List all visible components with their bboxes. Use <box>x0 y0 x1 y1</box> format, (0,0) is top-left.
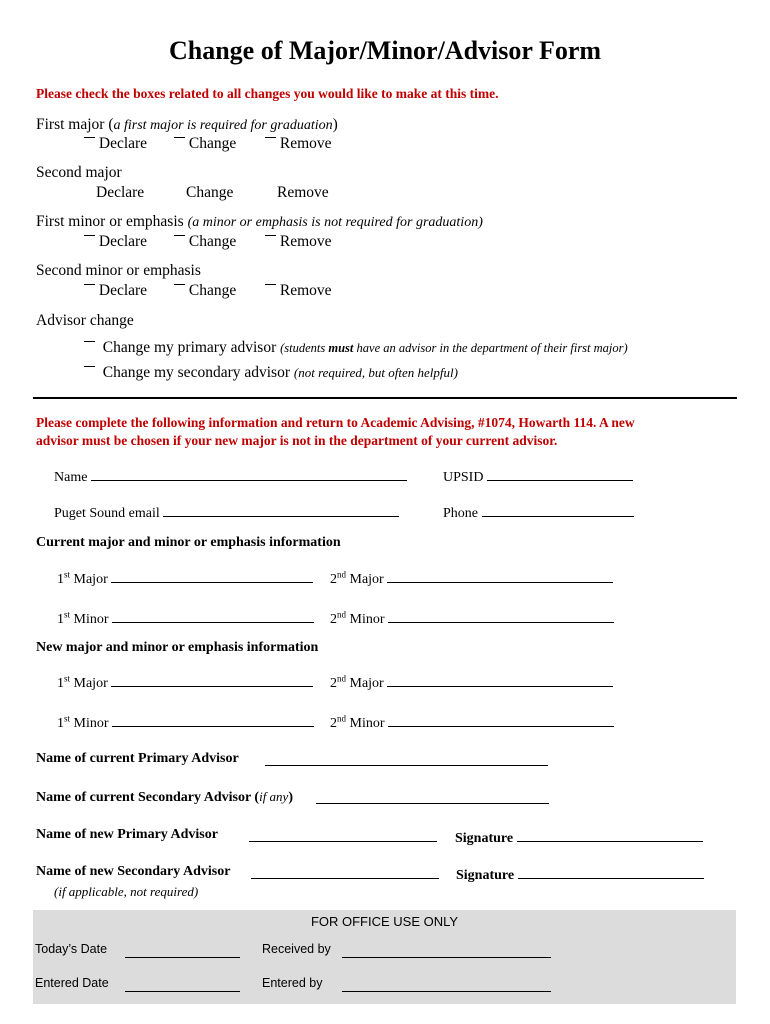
current-first-major-field[interactable]: 1st Major <box>57 568 313 588</box>
section-divider <box>33 397 737 399</box>
todays-date-field[interactable] <box>125 957 240 958</box>
first-minor-remove[interactable]: Remove <box>265 233 332 251</box>
new-primary-advisor-label: Name of new Primary Advisor <box>36 827 218 842</box>
new-secondary-signature-field[interactable]: Signature <box>456 864 704 884</box>
second-minor-remove[interactable]: Remove <box>265 282 332 300</box>
first-minor-label: First minor or emphasis (a minor or emphasis is not required for graduation) <box>36 213 483 230</box>
office-use-header: FOR OFFICE USE ONLY <box>310 914 459 929</box>
current-secondary-advisor-label: Name of current Secondary Advisor (if any) <box>36 789 293 805</box>
checkbox[interactable] <box>265 284 276 291</box>
current-primary-advisor-field[interactable] <box>265 751 548 771</box>
checkbox[interactable] <box>84 366 95 373</box>
checkbox[interactable] <box>174 284 185 291</box>
new-secondary-note: (if applicable, not required) <box>54 884 199 899</box>
second-major-change[interactable]: Change <box>186 184 234 201</box>
entered-by-field[interactable] <box>342 991 551 992</box>
second-minor-label: Second minor or emphasis <box>36 262 201 279</box>
change-primary-advisor[interactable]: Change my primary advisor (students must have an advisor in the department of their first major) <box>84 339 628 357</box>
new-secondary-advisor-field[interactable] <box>251 864 439 884</box>
new-primary-advisor-field[interactable] <box>249 827 437 847</box>
first-major-remove[interactable]: Remove <box>265 135 332 153</box>
check-boxes-instruction: Please check the boxes related to all changes you would like to make at this time. <box>36 86 499 101</box>
checkbox[interactable] <box>265 235 276 242</box>
entered-by-label: Entered by <box>262 976 323 990</box>
form-title: Change of Major/Minor/Advisor Form <box>168 36 602 65</box>
current-primary-advisor-label: Name of current Primary Advisor <box>36 751 239 766</box>
upsid-field[interactable]: UPSID <box>443 466 633 486</box>
checkbox[interactable] <box>265 137 276 144</box>
first-major-declare[interactable]: Declare <box>84 135 147 153</box>
first-minor-change[interactable]: Change <box>174 233 236 251</box>
checkbox[interactable] <box>84 235 95 242</box>
office-use-panel <box>33 910 736 1004</box>
checkbox[interactable] <box>84 137 95 144</box>
second-minor-change[interactable]: Change <box>174 282 236 300</box>
received-by-field[interactable] <box>342 957 551 958</box>
name-field[interactable]: Name <box>54 466 407 486</box>
received-by-label: Received by <box>262 942 331 956</box>
checkbox[interactable] <box>174 235 185 242</box>
new-info-heading: New major and minor or emphasis information <box>36 640 319 655</box>
checkbox[interactable] <box>174 137 185 144</box>
current-second-major-field[interactable]: 2nd Major <box>330 568 613 588</box>
new-second-major-field[interactable]: 2nd Major <box>330 672 613 692</box>
current-secondary-advisor-field[interactable] <box>316 789 549 809</box>
new-first-major-field[interactable]: 1st Major <box>57 672 313 692</box>
phone-field[interactable]: Phone <box>443 502 634 522</box>
first-minor-declare[interactable]: Declare <box>84 233 147 251</box>
second-minor-declare[interactable]: Declare <box>84 282 147 300</box>
current-second-minor-field[interactable]: 2nd Minor <box>330 608 614 628</box>
return-instruction-line-1: Please complete the following information and return to Academic Advising, #1074, Howarth 114. A new <box>36 415 635 430</box>
new-second-minor-field[interactable]: 2nd Minor <box>330 712 614 732</box>
new-first-minor-field[interactable]: 1st Minor <box>57 712 314 732</box>
new-primary-signature-field[interactable]: Signature <box>455 827 703 847</box>
entered-date-field[interactable] <box>125 991 240 992</box>
current-first-minor-field[interactable]: 1st Minor <box>57 608 314 628</box>
change-secondary-advisor[interactable]: Change my secondary advisor (not required, but often helpful) <box>84 364 458 382</box>
second-major-label: Second major <box>36 164 122 181</box>
second-major-remove[interactable]: Remove <box>277 184 329 201</box>
advisor-change-label: Advisor change <box>36 312 134 329</box>
todays-date-label: Today’s Date <box>35 942 108 956</box>
second-major-declare[interactable]: Declare <box>96 184 145 201</box>
checkbox[interactable] <box>84 341 95 348</box>
checkbox[interactable] <box>84 284 95 291</box>
entered-date-label: Entered Date <box>35 976 109 990</box>
email-field[interactable]: Puget Sound email <box>54 502 399 522</box>
first-major-label: First major (a first major is required for graduation) <box>36 116 338 133</box>
return-instruction-line-2: advisor must be chosen if your new major is not in the department of your current advisor. <box>36 433 558 448</box>
first-major-change[interactable]: Change <box>174 135 236 153</box>
current-info-heading: Current major and minor or emphasis information <box>36 535 341 550</box>
new-secondary-advisor-label: Name of new Secondary Advisor <box>36 864 231 879</box>
